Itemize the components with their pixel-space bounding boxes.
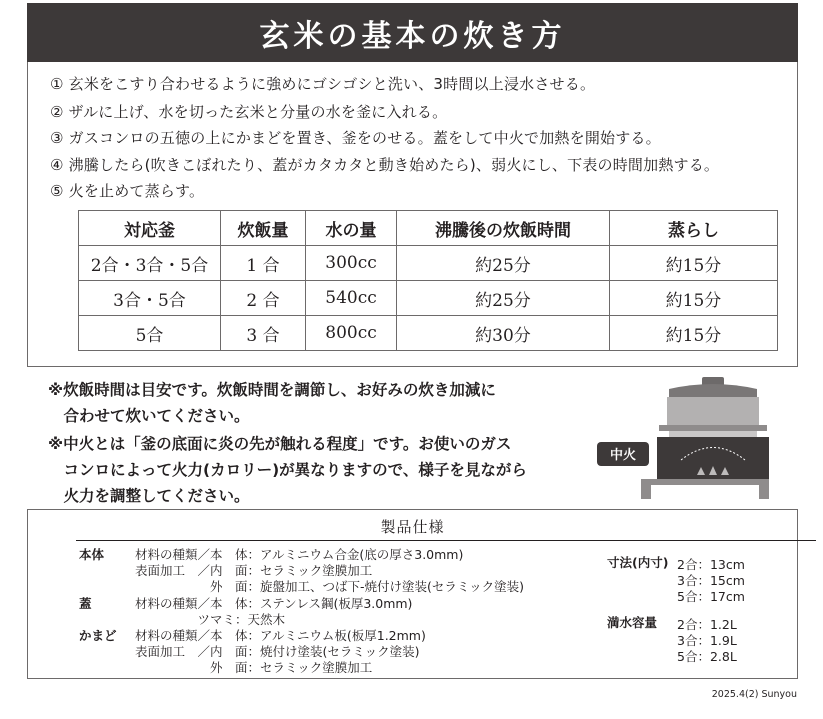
spec-size-2go: 2合：13cm — [677, 557, 745, 572]
note-2-line-1: ※中火とは「釜の底面に炎の先が触れる程度」です。お使いのガス — [48, 435, 512, 453]
spec-capacity-3go: 3合：1.9L — [677, 633, 737, 648]
note-1-line-2: 合わせて炊いてください。 — [48, 407, 250, 425]
stove-pot-icon — [597, 375, 777, 500]
table-cell: 3合・5合 — [79, 281, 221, 316]
table-cell: 800cc — [306, 316, 397, 351]
header-pot: 対応釜 — [79, 211, 221, 246]
spec-futa-line-1: 材料の種類／本 体：ステンレス鋼(板厚3.0mm) — [135, 596, 413, 611]
spec-hontai-line-2: 表面加工 ／内 面：セラミック塗膜加工 — [135, 563, 373, 578]
cooking-time-table — [78, 210, 778, 351]
spec-hontai-line-3: 外 面：旋盤加工、つば下-焼付け塗装(セラミック塗装) — [135, 579, 525, 594]
footer-version: 2025.4(2) Sunyou — [711, 689, 797, 700]
header-time: 沸騰後の炊飯時間 — [397, 211, 610, 246]
spec-hontai-line-1: 材料の種類／本 体：アルミニウム合金(底の厚さ3.0mm) — [135, 547, 464, 562]
step-5: ⑤ 火を止めて蒸らす。 — [50, 182, 205, 200]
table-cell: 300cc — [306, 246, 397, 281]
table-cell: 約25分 — [397, 246, 610, 281]
header-steam: 蒸らし — [610, 211, 778, 246]
spec-kamado-line-3: 外 面：セラミック塗膜加工 — [135, 660, 373, 675]
table-cell: 2合・3合・5合 — [79, 246, 221, 281]
spec-title: 製品仕様 — [380, 518, 445, 536]
table-row — [79, 281, 778, 316]
table-cell: 540cc — [306, 281, 397, 316]
table-cell: 約15分 — [610, 281, 778, 316]
header-amount: 炊飯量 — [221, 211, 306, 246]
spec-kamado-line-1: 材料の種類／本 体：アルミニウム板(板厚1.2mm) — [135, 628, 426, 643]
table-cell: 5合 — [79, 316, 221, 351]
step-3: ③ ガスコンロの五徳の上にかまどを置き、釜をのせる。蓋をして中火で加熱を開始する。 — [50, 129, 661, 147]
table-row — [79, 246, 778, 281]
spec-futa-label: 蓋 — [79, 596, 92, 611]
table-cell: 約15分 — [610, 246, 778, 281]
spec-size-5go: 5合：17cm — [677, 589, 745, 604]
table-cell: 約15分 — [610, 316, 778, 351]
table-cell: 1 合 — [221, 246, 306, 281]
spec-capacity-2go: 2合：1.2L — [677, 617, 737, 632]
spec-futa-line-2: ツマミ：天然木 — [135, 612, 286, 627]
table-cell: 2 合 — [221, 281, 306, 316]
spec-size-3go: 3合：15cm — [677, 573, 745, 588]
spec-size-label: 寸法(内寸) — [607, 555, 669, 570]
spec-capacity-label: 満水容量 — [607, 615, 658, 630]
step-1: ① 玄米をこすり合わせるように強めにゴシゴシと洗い、3時間以上浸水させる。 — [50, 75, 596, 93]
note-2-line-3: 火力を調整してください。 — [48, 487, 250, 505]
note-2-line-2: コンロによって火力(カロリー)が異なりますので、様子を見ながら — [48, 461, 527, 479]
spec-kamado-line-2: 表面加工 ／内 面：焼付け塗装(セラミック塗装) — [135, 644, 420, 659]
spec-kamado-label: かまど — [79, 628, 117, 643]
title-bar — [27, 3, 798, 62]
page-title: 玄米の基本の炊き方 — [259, 18, 566, 54]
table-cell: 約30分 — [397, 316, 610, 351]
spec-capacity-5go: 5合：2.8L — [677, 649, 737, 664]
note-1-line-1: ※炊飯時間は目安です。炊飯時間を調節し、お好みの炊き加減に — [48, 381, 496, 399]
heat-level-label: 中火 — [609, 448, 637, 463]
table-cell: 3 合 — [221, 316, 306, 351]
header-water: 水の量 — [306, 211, 397, 246]
step-2: ② ザルに上げ、水を切った玄米と分量の水を釜に入れる。 — [50, 103, 448, 121]
spec-hontai-label: 本体 — [79, 547, 105, 562]
spec-divider — [76, 540, 816, 541]
table-cell: 約25分 — [397, 281, 610, 316]
step-4: ④ 沸騰したら(吹きこぼれたり、蓋がカタカタと動き始めたら)、弱火にし、下表の時間加熱する。 — [50, 156, 720, 174]
table-row — [79, 316, 778, 351]
table-header-row — [79, 211, 778, 246]
